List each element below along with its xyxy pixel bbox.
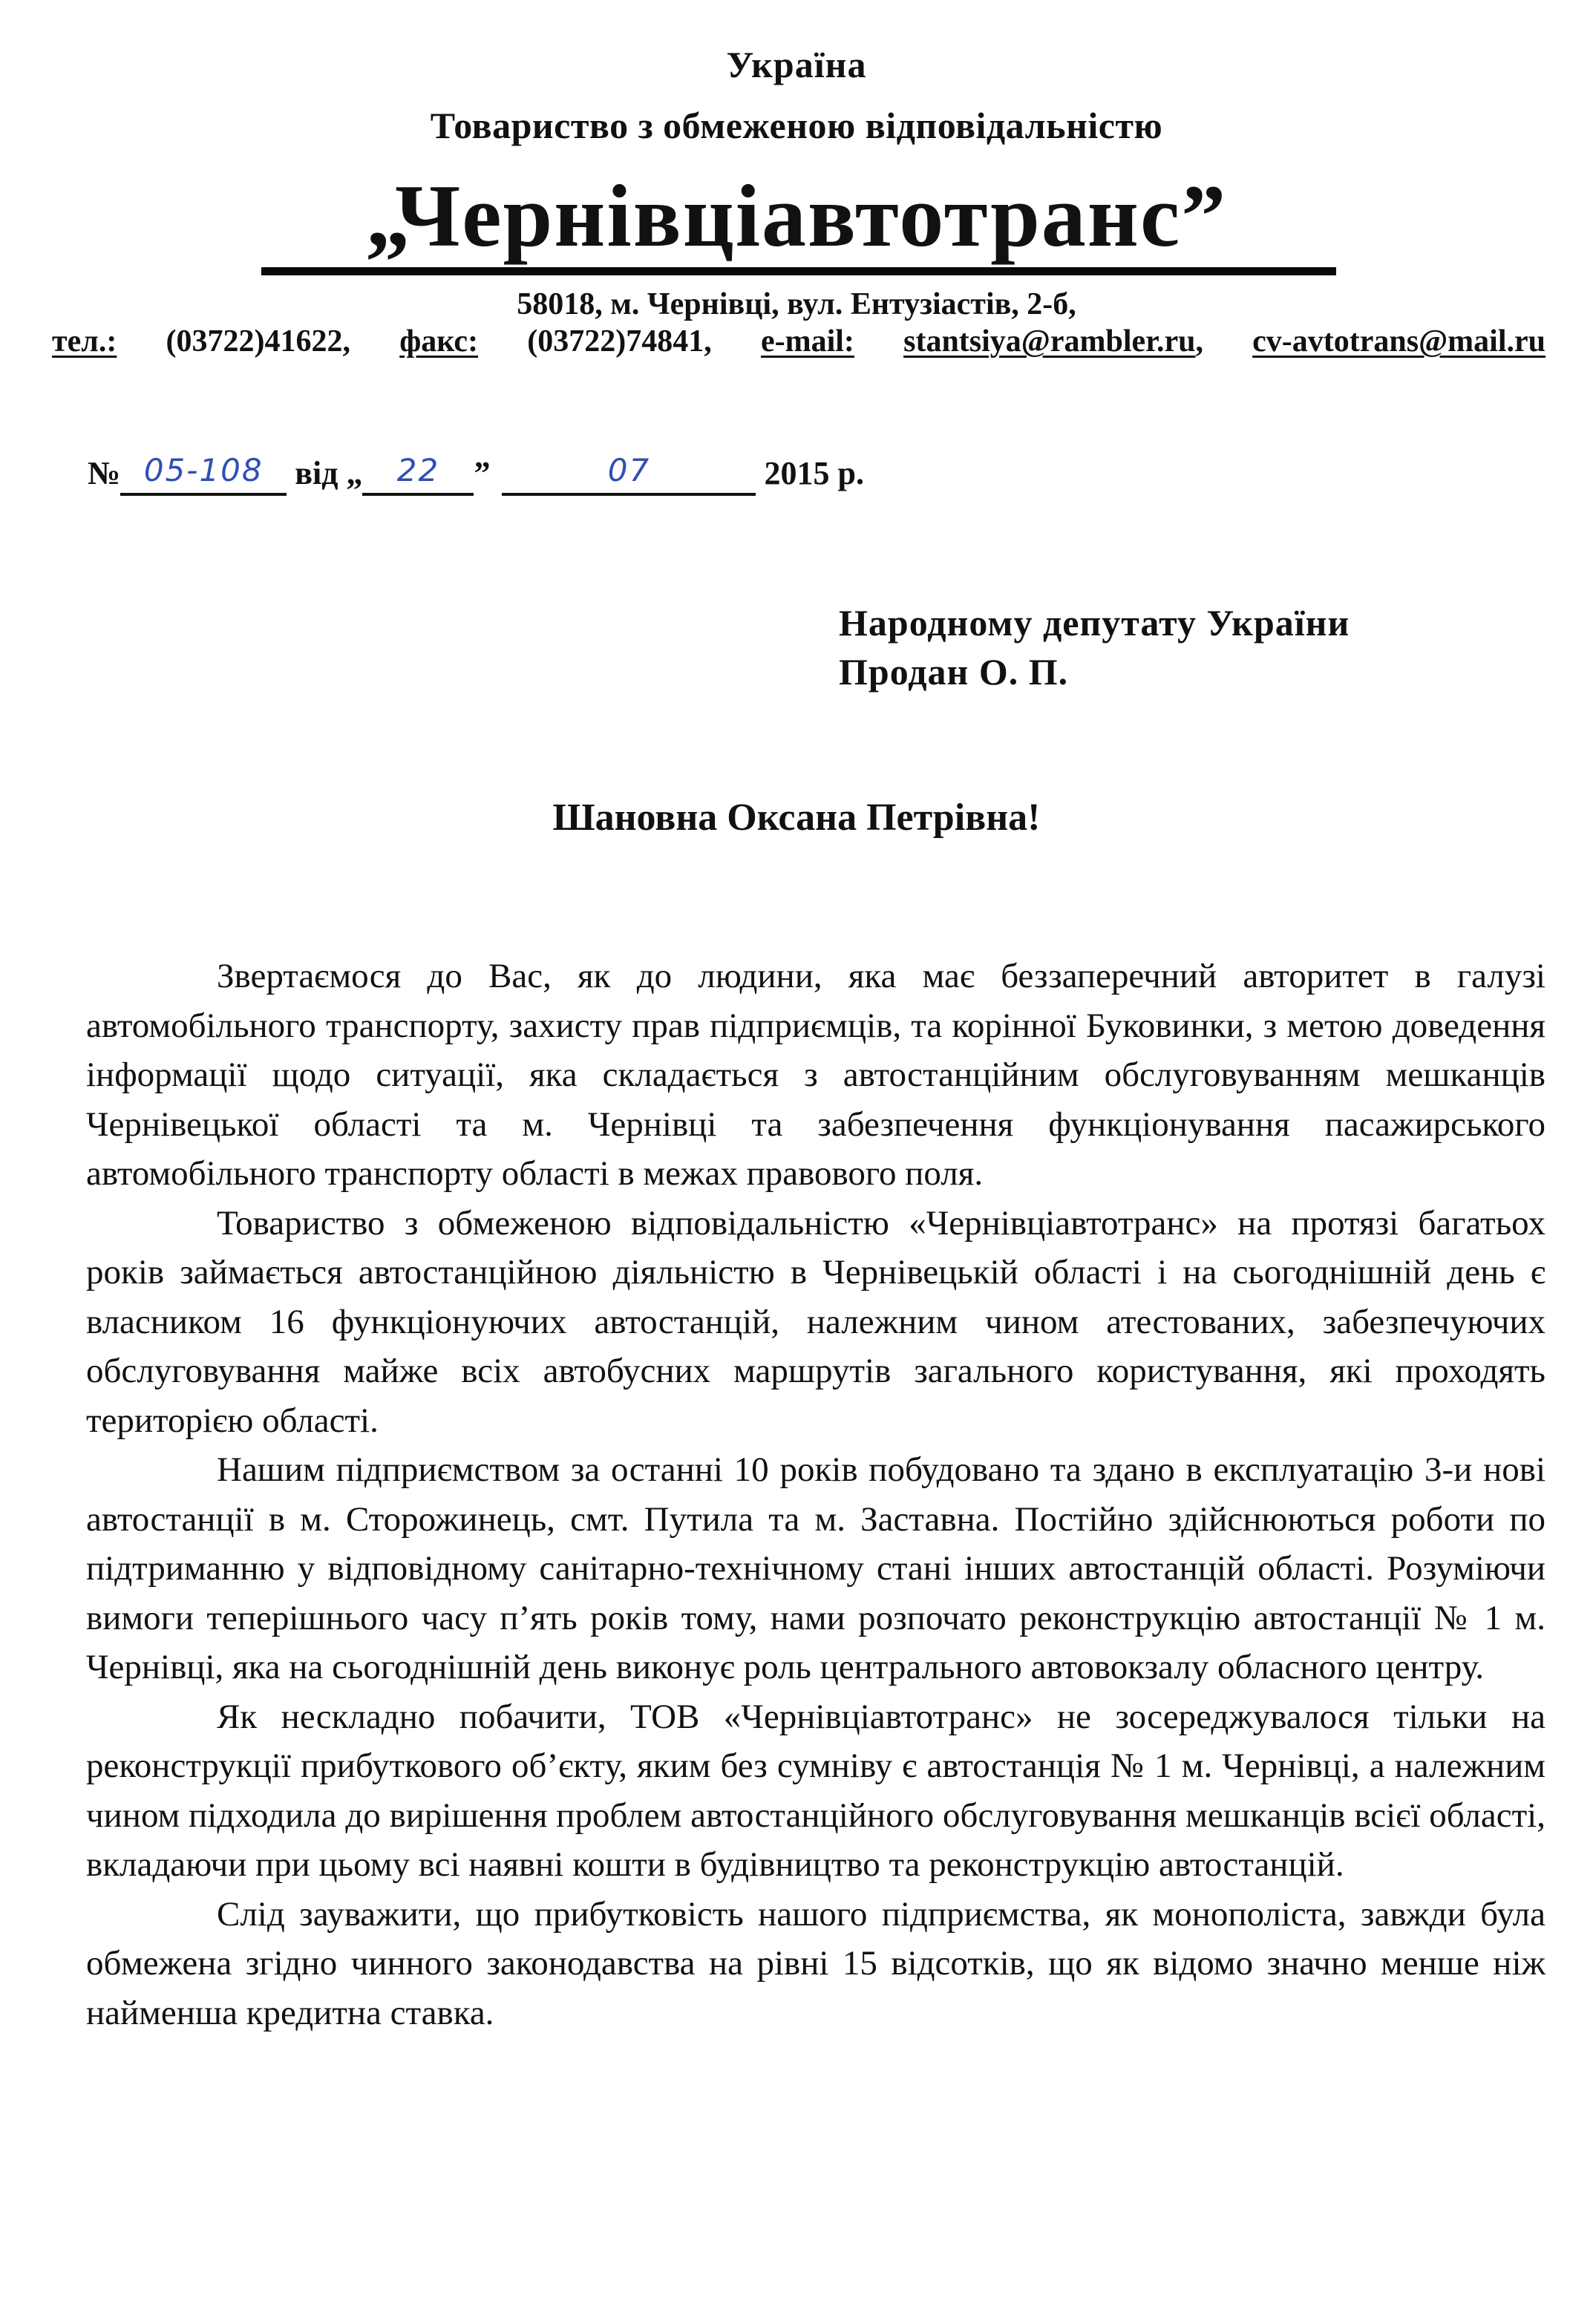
addressee-title: Народному депутату України [839, 602, 1350, 644]
salutation: Шановна Оксана Петрівна! [552, 796, 1041, 839]
registration-line [88, 454, 864, 496]
registration-year: 2015 р. [764, 455, 864, 491]
email-separator: , [1195, 324, 1203, 359]
registration-day: 22 [396, 452, 440, 488]
body-paragraph: Звертаємося до Вас, як до людини, яка має беззаперечний авторитет в галузі автомобільного транспорту, захисту прав підприємців, та корінної Буковинки, з метою доведення інформації щодо ситуації, яка складається з автостанційним обслуговуванням мешканців Чернівецької області та м. Чернівці та забезпечення функціонування пасажирського автомобільного транспорту області в межах правового поля. [86, 957, 1545, 1193]
body-paragraph: Нашим підприємством за останні 10 років побудовано та здано в експлуатацію 3-и нові автостанції в м. Сторожинець, смт. Путила та м. Заставна. Постійно здійснюються роботи по підтриманню у відповідному санітарно-технічному стані інших автостанцій області. Розуміючи вимоги теперішнього часу п’ять років тому, нами розпочато реконструкцію автостанції № 1 м. Чернівці, яка на сьогоднішній день виконує роль центрального автовокзалу обласного центру. [86, 1450, 1545, 1686]
letter-body [86, 952, 1545, 2037]
letterhead-country: Україна [726, 44, 867, 85]
letterhead-address: 58018, м. Чернівці, вул. Ентузіастів, 2-б, [517, 287, 1076, 321]
fax-label: факс: [399, 324, 479, 359]
close-quote: ” [474, 455, 491, 491]
phone-number: (03722)41622, [166, 324, 351, 359]
number-sign: № [88, 455, 121, 491]
letterhead-contacts [52, 324, 1545, 359]
addressee-name: Продан О. П. [839, 651, 1069, 693]
body-paragraph: Товариство з обмеженою відповідальністю «Чернівціавтотранс» на протязі багатьох років займається автостанційною діяльністю в Чернівецькій області і на сьогоднішній день є власником 16 функціонуючих автостанцій, належним чином атестованих, забезпечуючих обслуговування майже всіх автобусних маршрутів загального користування, які проходять територією області. [86, 1203, 1545, 1440]
letterhead-divider [261, 267, 1336, 275]
fax-number: (03722)74841, [527, 324, 712, 359]
letterhead-company-form: Товариство з обмеженою відповідальністю [430, 105, 1163, 146]
body-paragraph: Як нескладно побачити, ТОВ «Чернівціавтотранс» не зосереджувалося тільки на реконструкції прибуткового об’єкту, яким без сумніву є автостанція № 1 м. Чернівці, а належним чином підходила до вирішення проблем автостанційного обслуговування мешканців всієї області, вкладаючи при цьому всі наявні кошти в будівництво та реконструкцію автостанцій. [86, 1697, 1545, 1884]
email-link-2[interactable]: cv-avtotrans@mail.ru [1252, 324, 1545, 359]
phone-label: тел.: [52, 324, 117, 359]
email-link-1[interactable]: stantsiya@rambler.ru [903, 324, 1196, 359]
month-field [502, 454, 756, 496]
from-label: від „ [295, 455, 363, 491]
addressee-block [839, 598, 1350, 696]
registration-number-field [120, 454, 287, 496]
letterhead-company-name: „Чернівціавтотранс” [365, 166, 1228, 265]
email-label: e-mail: [760, 324, 854, 359]
registration-number: 05-108 [143, 452, 264, 488]
day-field [362, 454, 474, 496]
registration-month: 07 [607, 452, 651, 488]
body-paragraph: Слід зауважити, що прибутковість нашого підприємства, як монополіста, завжди була обмежена згідно чинного законодавства на рівні 15 відсотків, що як відомо значно менше ніж найменша кредитна ставка. [86, 1894, 1545, 2032]
